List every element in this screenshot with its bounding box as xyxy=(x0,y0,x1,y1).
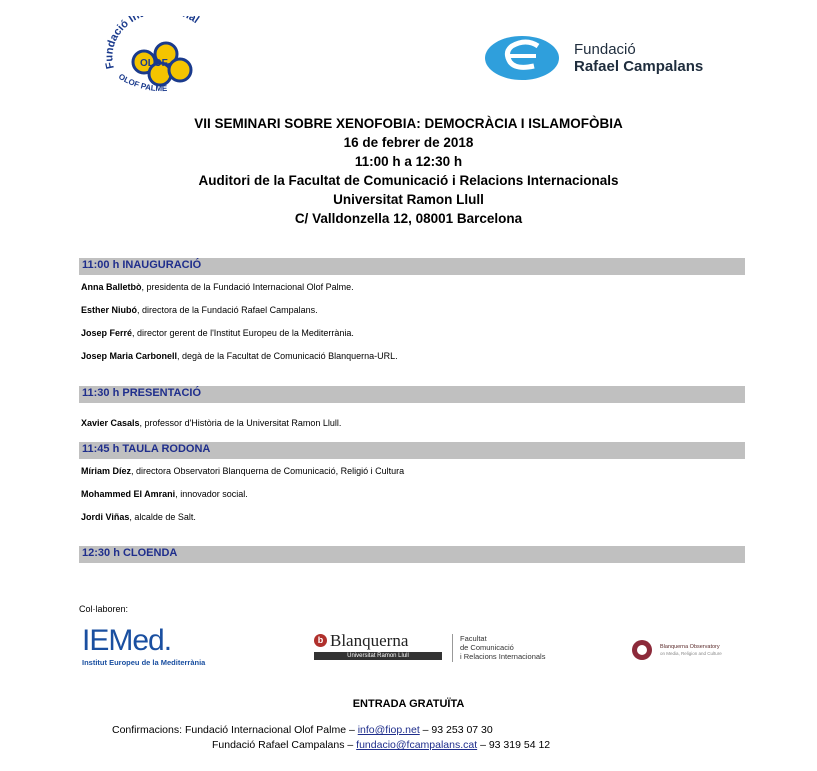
email-link[interactable]: fundacio@fcampalans.cat xyxy=(356,739,478,751)
observatory-circle-icon xyxy=(632,640,652,660)
confirmation-phone: – 93 319 54 12 xyxy=(477,739,551,751)
section-heading: 12:30 h CLOENDA xyxy=(82,547,178,559)
olof-bottom-text: OLOF PALME xyxy=(117,72,168,94)
speaker-name: Anna Balletbò xyxy=(81,282,142,292)
speaker-name: Josep Ferré xyxy=(81,328,133,338)
entrada-gratuita: ENTRADA GRATUÏTA xyxy=(352,698,465,710)
campalans-line1: Fundació xyxy=(574,41,636,58)
speaker-role: , presidenta de la Fundació Internacional Olof Palme. xyxy=(141,282,354,292)
event-university: Universitat Ramon Llull xyxy=(333,192,484,207)
speaker-role: , director gerent de l'Institut Europeu de la Mediterrània. xyxy=(132,328,354,338)
olof-palme-logo xyxy=(96,16,222,98)
speaker-item xyxy=(81,351,398,361)
campalans-logo xyxy=(484,30,754,86)
blanquerna-logo xyxy=(314,632,604,672)
speaker-item xyxy=(81,512,196,522)
confirmation-phone: – 93 253 07 30 xyxy=(419,724,493,736)
speaker-name: Jordi Viñas xyxy=(81,512,130,522)
section-bar-inauguracio xyxy=(79,258,745,275)
event-header xyxy=(0,114,817,228)
event-address: C/ Valldonzella 12, 08001 Barcelona xyxy=(294,211,523,226)
blanquerna-faculty xyxy=(460,634,545,661)
olof-top-text: Fundació In al xyxy=(103,16,202,70)
section-bar-cloenda xyxy=(79,546,745,563)
speaker-role: , innovador social. xyxy=(175,489,248,499)
speaker-item xyxy=(81,328,354,338)
speaker-role: , directora Observatori Blanquerna de Comunicació, Religió i Cultura xyxy=(131,466,405,476)
speaker-role: , alcalde de Salt. xyxy=(129,512,196,522)
faculty-line: i Relacions Internacionals xyxy=(460,652,546,661)
speaker-role: , professor d'Història de la Universitat Ramon Llull. xyxy=(139,418,342,428)
speaker-name: Esther Niubó xyxy=(81,305,138,315)
confirmation-line-1 xyxy=(112,724,493,736)
speaker-role: , degà de la Facultat de Comunicació Blanquerna-URL. xyxy=(177,351,398,361)
collaborators-label: Col·laboren: xyxy=(79,604,129,614)
speaker-name: Míriam Díez xyxy=(81,466,132,476)
speaker-name: Josep Maria Carbonell xyxy=(81,351,178,361)
section-heading: 11:30 h PRESENTACIÓ xyxy=(82,387,201,399)
section-heading: 11:45 h TAULA RODONA xyxy=(82,443,211,455)
confirmation-line-2 xyxy=(212,739,550,751)
blanquerna-divider xyxy=(452,634,453,662)
iemed-name: IEMed. xyxy=(82,624,172,657)
speaker-role: , directora de la Fundació Rafael Campalans. xyxy=(137,305,318,315)
event-time: 11:00 h a 12:30 h xyxy=(354,154,463,169)
speaker-item xyxy=(81,489,248,499)
campalans-line2: Rafael Campalans xyxy=(574,58,704,75)
blanquerna-initial: b xyxy=(314,634,327,647)
confirmation-prefix: Fundació Rafael Campalans – xyxy=(212,739,357,751)
event-venue: Auditori de la Facultat de Comunicació i Relacions Internacionals xyxy=(198,173,619,188)
faculty-line: Facultat xyxy=(460,634,487,643)
confirmation-prefix: Confirmacions: Fundació Internacional Olof Palme – xyxy=(112,724,358,736)
speaker-name: Xavier Casals xyxy=(81,418,140,428)
event-date: 16 de febrer de 2018 xyxy=(343,135,474,150)
speaker-name: Mohammed El Amrani xyxy=(81,489,176,499)
blanquerna-name: Blanquerna xyxy=(330,631,409,650)
speaker-item xyxy=(81,282,354,292)
observatory-name: Blanquerna Observatory xyxy=(660,644,720,650)
iemed-logo xyxy=(82,624,262,672)
iemed-full-name: Institut Europeu de la Mediterrània xyxy=(82,658,206,667)
event-title: VII SEMINARI SOBRE XENOFOBIA: DEMOCRÀCIA I ISLAMOFÒBIA xyxy=(194,116,623,131)
observatory-logo xyxy=(630,638,760,668)
section-bar-taula-rodona xyxy=(79,442,745,459)
speaker-item xyxy=(81,418,341,428)
blanquerna-sub: Universitat Ramon Llull xyxy=(314,652,442,660)
section-bar-presentacio xyxy=(79,386,745,403)
speaker-item xyxy=(81,466,404,476)
speaker-item xyxy=(81,305,318,315)
section-heading: 11:00 h INAUGURACIÓ xyxy=(82,259,202,271)
olof-mid-text: OLOF xyxy=(140,58,168,69)
email-link[interactable]: info@fiop.net xyxy=(357,724,420,736)
faculty-line: de Comunicació xyxy=(460,643,514,652)
observatory-sub: on Media, Religion and Culture xyxy=(660,651,722,656)
